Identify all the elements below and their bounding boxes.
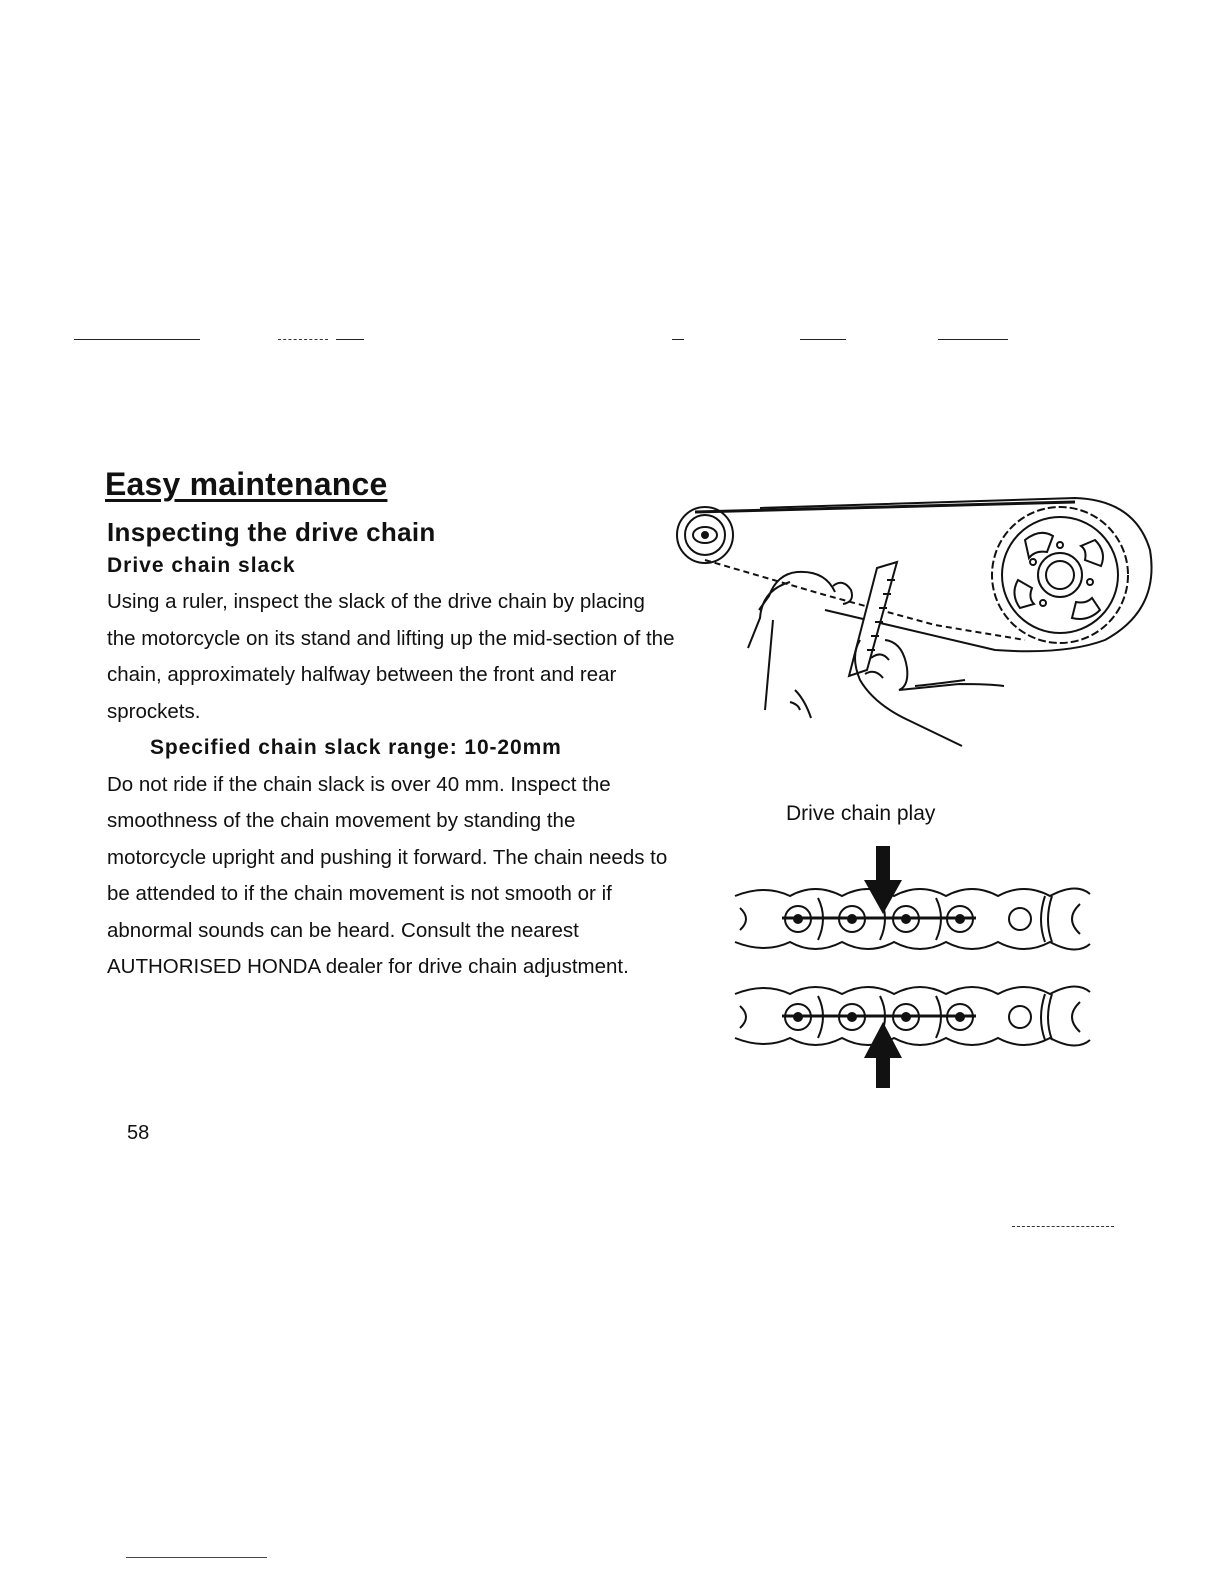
paragraph-smoothness: Do not ride if the chain slack is over 40 mm. Inspect the smoothness of the chain movement by standing the motorcycle upright and pushing it forward. The chain needs to be attended to if the chain movement is not smooth or if abnormal sounds can be heard. Consult the nearest AUTHORISED HONDA dealer for drive chain adjustment.: [107, 772, 668, 978]
up-arrow-icon: [864, 1022, 902, 1088]
scan-rule: [336, 339, 364, 340]
scan-rule: [938, 339, 1008, 340]
chain-links-lower: [735, 986, 1090, 1045]
page-title: Easy maintenance: [105, 466, 388, 502]
text-column: [107, 466, 677, 986]
paragraph-inspect-slack: Using a ruler, inspect the slack of the drive chain by placing the motorcycle on its stand and lifting up the mid-section of the chain, approximately halfway between the front and rear sprockets.: [107, 590, 675, 723]
chain-links-upper: [735, 888, 1090, 949]
scan-rule: [1012, 1226, 1114, 1227]
scan-rule: [126, 1557, 267, 1558]
scan-rule: [74, 339, 200, 340]
ruler: [849, 562, 897, 676]
figure-caption: Drive chain play: [786, 802, 936, 825]
left-hand: [748, 572, 852, 718]
spec-chain-slack: Specified chain slack range: 10-20mm: [150, 736, 562, 759]
right-hand: [855, 640, 1004, 746]
subsection-title: Drive chain slack: [107, 554, 296, 577]
section-title: Inspecting the drive chain: [107, 517, 436, 547]
scan-rule: [278, 339, 328, 340]
scan-rule: [800, 339, 846, 340]
front-sprocket: [677, 507, 733, 563]
page-number: 58: [127, 1122, 150, 1144]
rear-sprocket: [992, 507, 1128, 643]
chain-play-diagram: [730, 846, 1100, 1092]
chain-inspection-illustration: [665, 490, 1165, 770]
scan-rule: [672, 339, 684, 340]
